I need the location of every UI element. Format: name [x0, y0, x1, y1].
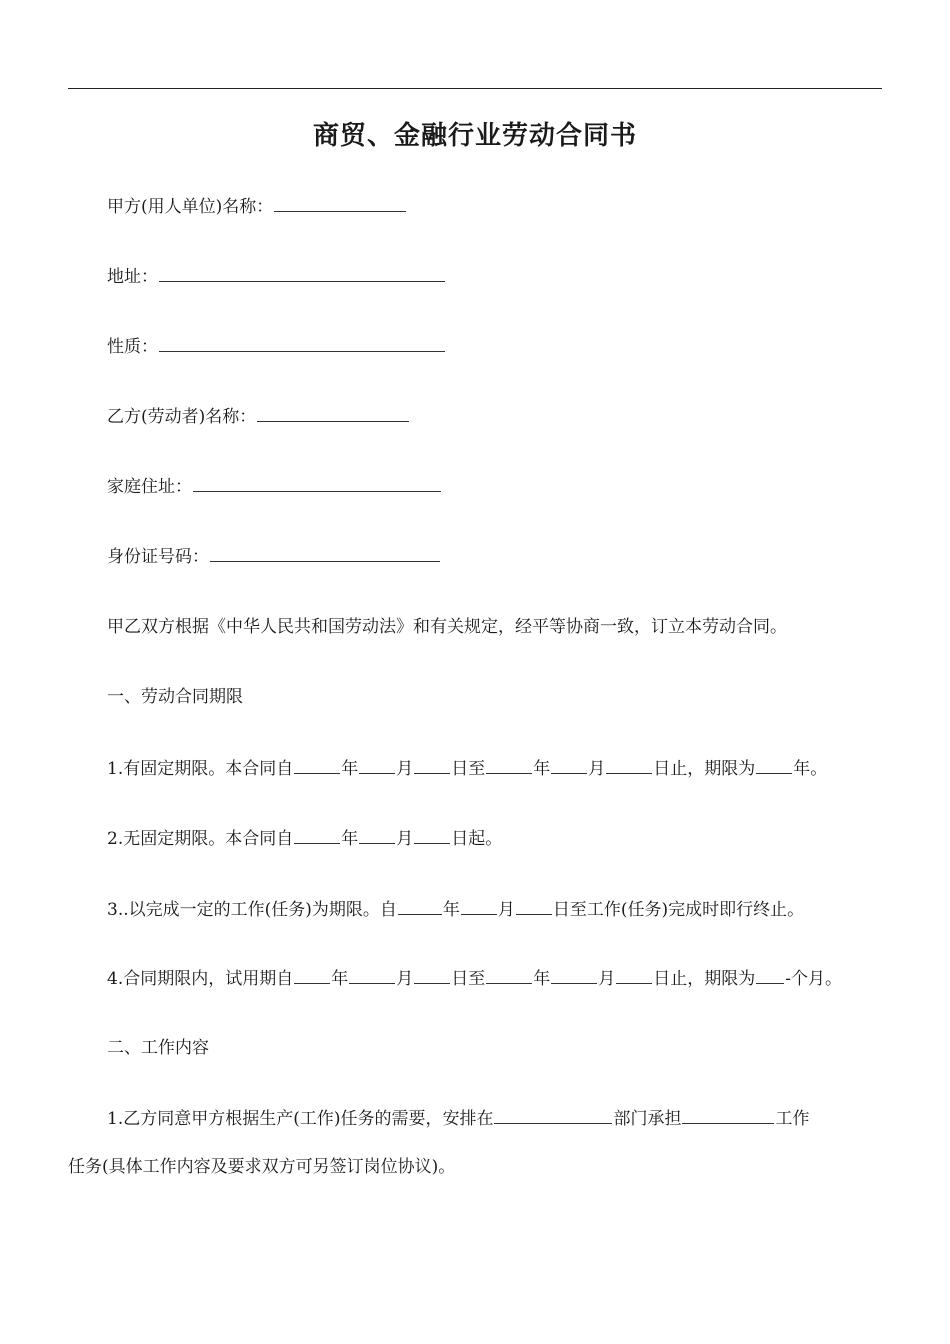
id-number-row	[107, 543, 441, 570]
term-item-1-text: 1.有固定期限。本合同自	[107, 759, 294, 779]
home-address-label: 家庭住址：	[107, 477, 192, 497]
end-day-blank[interactable]	[606, 755, 652, 774]
work-item-1-text: 1.乙方同意甲方根据生产(工作)任务的需要，安排在	[107, 1109, 494, 1129]
month-text: 月	[396, 969, 414, 989]
start-year-blank[interactable]	[294, 825, 340, 844]
day-end-text: 日止，期限为	[653, 969, 756, 989]
department-text: 部门承担	[613, 1109, 682, 1129]
day-end-text: 日止，期限为	[653, 759, 756, 779]
work-text: 工作	[775, 1109, 810, 1129]
start-month-blank[interactable]	[359, 755, 395, 774]
day-to-text: 日至	[451, 969, 486, 989]
party-b-name-row	[107, 403, 410, 430]
start-year-blank[interactable]	[294, 755, 340, 774]
year-text: 年	[331, 969, 349, 989]
term-item-4	[107, 965, 842, 992]
probation-end-year-blank[interactable]	[486, 965, 532, 984]
probation-start-month-blank[interactable]	[349, 965, 395, 984]
term-item-2	[107, 825, 502, 852]
month-text: 月	[588, 759, 606, 779]
month-text: 月	[598, 969, 616, 989]
probation-start-day-blank[interactable]	[414, 965, 450, 984]
party-a-name-row	[107, 193, 407, 220]
nature-label: 性质：	[107, 337, 158, 357]
start-day-blank[interactable]	[516, 896, 552, 915]
probation-end-month-blank[interactable]	[551, 965, 597, 984]
month-text: 月	[396, 829, 414, 849]
year-text: 年	[341, 829, 359, 849]
start-month-blank[interactable]	[461, 896, 497, 915]
term-item-3-text: 3..以完成一定的工作(任务)为期限。自	[107, 900, 397, 920]
term-item-4-text: 4.合同期限内，试用期自	[107, 969, 294, 989]
start-month-blank[interactable]	[359, 825, 395, 844]
probation-end-day-blank[interactable]	[616, 965, 652, 984]
address-blank[interactable]	[159, 263, 445, 282]
preamble: 甲乙双方根据《中华人民共和国劳动法》和有关规定，经平等协商一致，订立本劳动合同。	[107, 617, 787, 637]
section-1-heading: 一、劳动合同期限	[107, 687, 243, 707]
year-text: 年	[533, 759, 551, 779]
month-text: 月	[497, 900, 515, 920]
address-row	[107, 263, 446, 290]
start-day-blank[interactable]	[414, 755, 450, 774]
party-b-name-blank[interactable]	[257, 403, 409, 422]
end-month-blank[interactable]	[551, 755, 587, 774]
party-a-name-label: 甲方(用人单位)名称：	[107, 197, 274, 217]
section-2-heading: 二、工作内容	[107, 1038, 209, 1058]
home-address-row	[107, 473, 442, 500]
header-rule	[68, 88, 882, 89]
home-address-blank[interactable]	[193, 473, 441, 492]
department-blank[interactable]	[494, 1105, 612, 1124]
job-blank[interactable]	[682, 1105, 774, 1124]
start-year-blank[interactable]	[398, 896, 442, 915]
end-year-blank[interactable]	[486, 755, 532, 774]
year-text: 年	[442, 900, 460, 920]
day-start-text: 日起。	[451, 829, 503, 849]
term-item-3	[107, 896, 804, 923]
day-to-text: 日至	[451, 759, 486, 779]
year-text: 年	[341, 759, 359, 779]
year-text: 年	[533, 969, 551, 989]
probation-start-year-blank[interactable]	[294, 965, 330, 984]
work-item-1	[107, 1105, 809, 1132]
party-a-name-blank[interactable]	[274, 193, 406, 212]
id-number-blank[interactable]	[210, 543, 440, 562]
probation-months-blank[interactable]	[756, 965, 784, 984]
term-item-2-text: 2.无固定期限。本合同自	[107, 829, 294, 849]
start-day-blank[interactable]	[414, 825, 450, 844]
months-end-text: -个月。	[785, 969, 842, 989]
month-text: 月	[396, 759, 414, 779]
term-years-blank[interactable]	[756, 755, 792, 774]
document-title: 商贸、金融行业劳动合同书	[312, 121, 637, 151]
nature-blank[interactable]	[159, 333, 445, 352]
id-number-label: 身份证号码：	[107, 547, 209, 567]
work-item-1-continuation: 任务(具体工作内容及要求双方可另签订岗位协议)。	[68, 1157, 456, 1177]
nature-row	[107, 333, 446, 360]
term-item-1	[107, 755, 827, 782]
party-b-name-label: 乙方(劳动者)名称：	[107, 407, 257, 427]
year-end-text: 年。	[793, 759, 828, 779]
task-end-text: 日至工作(任务)完成时即行终止。	[552, 900, 805, 920]
address-label: 地址：	[107, 267, 158, 287]
